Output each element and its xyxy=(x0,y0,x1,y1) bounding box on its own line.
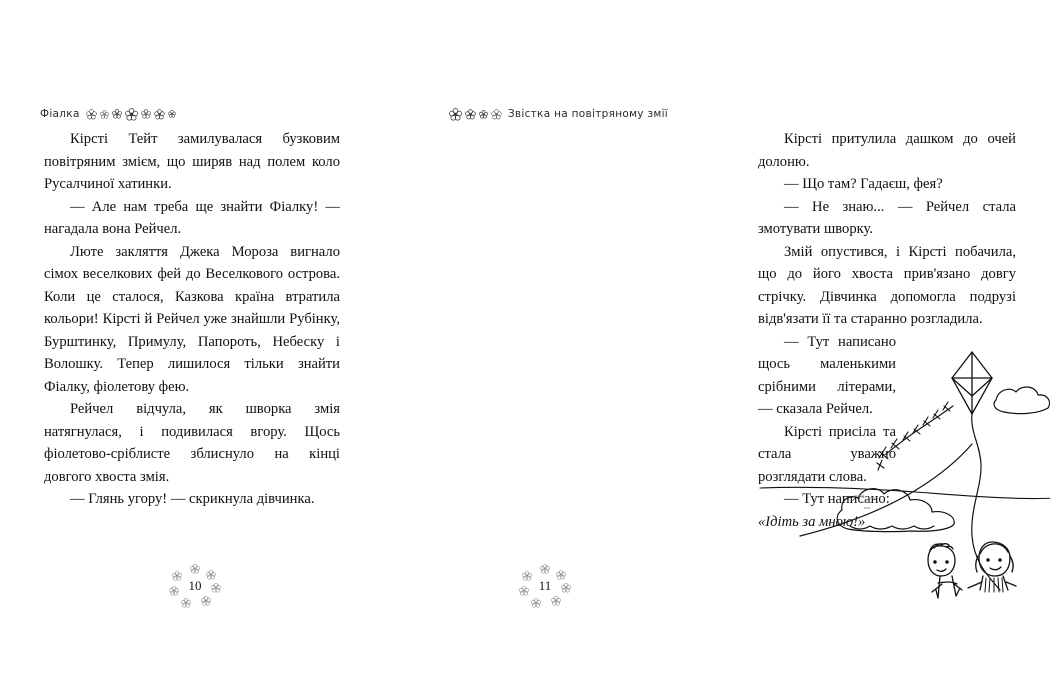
right-running-head xyxy=(449,104,668,124)
page-number: 10 xyxy=(188,578,202,593)
paragraph: Кірсті Тейт замилувалася бузковим повітряним змієм, що ширяв над полем коло Русалчиної хатинки. xyxy=(44,131,340,192)
right-running-head-text: Звістка на повітряному змії xyxy=(507,108,668,120)
page-number: 11 xyxy=(538,578,552,593)
flower-icon xyxy=(479,110,488,119)
paragraph: — Але нам треба ще знайти Фіалку! — нагадала вона Рейчел. xyxy=(44,198,340,237)
left-running-head-text: Фіалка xyxy=(40,108,80,120)
right-page-folio xyxy=(508,566,582,608)
paragraph: — Що там? Гадаєш, фея? xyxy=(784,176,943,192)
flower-icon xyxy=(154,109,165,120)
paragraph: Люте закляття Джека Мороза вигнало сімох веселкових фей до Веселкового острова. Коли це сталося, Казкова країна втратила кольори! Кірсті й Рейчел уже знайшли Рубінку, Бурштинку, Примулу, Папороть, Небеску і Волошку. Тепер лишилося тільки знайти Фіалку, фіолетову фею. xyxy=(44,243,340,395)
girl-figure-icon xyxy=(928,544,962,598)
flower-ornament-row-right xyxy=(449,108,502,121)
flower-icon xyxy=(100,110,109,119)
paragraph: Змій опустився, і Кірсті побачила, що до його хвоста прив'язано довгу стрічку. Дівчинка допомогла подрузі відв'язати її та старанно розгладила. xyxy=(758,243,1016,327)
paragraph: — Глянь угору! — скрикнула дівчинка. xyxy=(70,491,315,507)
left-page xyxy=(0,0,350,700)
flower-icon xyxy=(141,109,151,119)
left-page-folio xyxy=(158,566,232,608)
paragraph: — Тут написано щось маленькими срібними літерами, — сказала Рейчел. xyxy=(758,333,896,417)
flower-icon xyxy=(125,108,138,121)
final-paragraph-quote: «Ідіть за мною!» xyxy=(758,513,866,530)
paragraph: Кірсті присіла та стала уважно розглядати слова. xyxy=(758,423,896,485)
paragraph-final xyxy=(758,488,896,533)
flower-icon xyxy=(86,109,97,120)
flower-icon xyxy=(449,108,462,121)
girl-figure-icon xyxy=(968,542,1016,592)
left-running-head xyxy=(40,104,176,124)
paragraph: Рейчел відчула, як шворка змія натягнулася, і подивилася вгору. Щось фіолетово-сріблисте зблиснуло на кінці довгого хвоста змія. xyxy=(44,401,340,485)
flower-icon xyxy=(491,109,502,120)
final-paragraph-lead: — Тут написано: xyxy=(784,491,890,507)
flower-icon xyxy=(112,109,122,119)
right-page xyxy=(350,0,1016,700)
right-page-text-column xyxy=(758,128,1016,533)
flower-icon xyxy=(465,109,476,120)
flower-icon xyxy=(168,110,176,118)
paragraph: — Не знаю... — Рейчел стала змотувати шворку. xyxy=(758,198,1016,237)
flower-ornament-row-left xyxy=(86,108,176,121)
left-page-text-column xyxy=(44,128,340,511)
paragraph: Кірсті притулила дашком до очей долоню. xyxy=(758,131,1016,170)
